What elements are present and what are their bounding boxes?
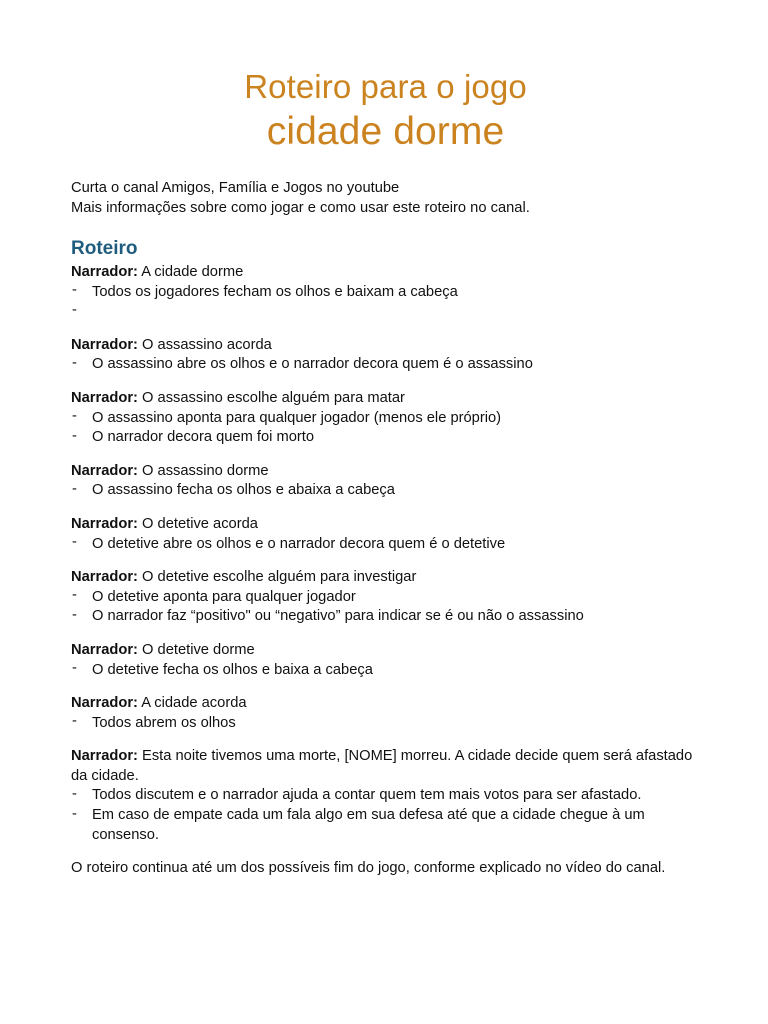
script-group (71, 515, 700, 554)
narrador-text: O detetive acorda (137, 515, 258, 532)
bullet-dash-icon: - (72, 587, 77, 604)
script-group (71, 641, 700, 680)
document-title-line-2: cidade dorme (266, 110, 505, 153)
bullet-text: O narrador faz “positivo" ou “negativo” para indicar se é ou não o assassino (92, 608, 584, 625)
narrador-text: A cidade acorda (137, 695, 247, 712)
bullet-item (71, 283, 700, 303)
narrador-label: Narrador: (71, 462, 138, 479)
bullet-dash-icon: - (72, 354, 77, 371)
script-groups (71, 263, 700, 845)
script-group (71, 336, 700, 375)
narrador-text: O assassino escolhe alguém para matar (137, 389, 405, 406)
narrador-line (71, 462, 700, 482)
bullet-text: Em caso de empate cada um fala algo em sua defesa até que a cidade chegue à um consenso. (92, 807, 645, 843)
intro-line-2: Mais informações sobre como jogar e como usar este roteiro no canal. (71, 199, 530, 216)
script-group (71, 568, 700, 627)
bullet-dash-icon: - (72, 534, 77, 551)
script-group (71, 462, 700, 501)
narrador-label: Narrador: (71, 389, 138, 406)
narrador-line (71, 747, 700, 786)
script-group (71, 747, 700, 845)
section-heading-roteiro: Roteiro (71, 238, 138, 259)
bullet-text: O assassino abre os olhos e o narrador decora quem é o assassino (92, 356, 533, 373)
intro-line-1: Curta o canal Amigos, Família e Jogos no youtube (71, 180, 400, 196)
bullet-text: Todos os jogadores fecham os olhos e baixam a cabeça (92, 283, 458, 300)
bullet-dash-icon: - (72, 427, 77, 444)
closing-paragraph: O roteiro continua até um dos possíveis fim do jogo, conforme explicado no vídeo do canal. (71, 860, 666, 877)
bullet-text: O assassino aponta para qualquer jogador (menos ele próprio) (92, 409, 502, 426)
narrador-text: O assassino acorda (137, 336, 272, 353)
bullet-text: Todos discutem e o narrador ajuda a contar quem tem mais votos para ser afastado. (92, 787, 642, 804)
narrador-label: Narrador: (71, 695, 138, 712)
narrador-line (71, 263, 700, 283)
script-group (71, 694, 700, 733)
bullet-item (71, 714, 700, 734)
document-title-block (71, 0, 700, 156)
bullet-dash-icon: - (72, 408, 77, 425)
bullet-item (71, 535, 700, 555)
bullet-item (71, 428, 700, 448)
narrador-label: Narrador: (71, 515, 138, 532)
narrador-text: O detetive dorme (137, 641, 255, 658)
bullet-text: O detetive fecha os olhos e baixa a cabeça (92, 661, 373, 678)
bullet-text: O detetive aponta para qualquer jogador (92, 588, 356, 605)
narrador-label: Narrador: (71, 641, 138, 658)
script-group (71, 263, 700, 322)
bullet-dash-icon: - (72, 301, 77, 318)
bullet-list (71, 409, 700, 448)
narrador-text: O detetive escolhe alguém para investigar (137, 569, 417, 586)
bullet-text: O assassino fecha os olhos e abaixa a cabeça (92, 482, 395, 499)
bullet-item (71, 302, 700, 322)
bullet-dash-icon: - (72, 606, 77, 623)
script-group (71, 389, 700, 448)
bullet-text: O detetive abre os olhos e o narrador decora quem é o detetive (92, 535, 506, 552)
bullet-item (71, 409, 700, 429)
intro-paragraph (71, 179, 700, 218)
narrador-line (71, 515, 700, 535)
narrador-label: Narrador: (71, 336, 138, 353)
narrador-text: Esta noite tivemos uma morte, [NOME] morreu. A cidade decide quem será afastado da cidade. (71, 748, 693, 784)
bullet-item (71, 786, 700, 806)
bullet-item (71, 607, 700, 627)
bullet-item (71, 355, 700, 375)
bullet-dash-icon: - (72, 805, 77, 822)
bullet-dash-icon: - (72, 660, 77, 676)
narrador-text: A cidade dorme (137, 264, 244, 280)
bullet-list (71, 714, 700, 734)
narrador-line (71, 568, 700, 588)
bullet-list (71, 283, 700, 322)
bullet-item (71, 806, 700, 845)
bullet-text: O narrador decora quem foi morto (92, 429, 315, 446)
narrador-text: O assassino dorme (137, 462, 269, 479)
bullet-dash-icon: - (72, 282, 77, 299)
bullet-list (71, 535, 700, 555)
bullet-dash-icon: - (72, 785, 77, 802)
bullet-list (71, 355, 700, 375)
narrador-line (71, 694, 700, 714)
bullet-item (71, 588, 700, 608)
bullet-item (71, 661, 700, 681)
narrador-label: Narrador: (71, 569, 138, 586)
narrador-line (71, 389, 700, 409)
document-title-line-1: Roteiro para o jogo (244, 68, 527, 105)
bullet-list (71, 661, 700, 681)
bullet-dash-icon: - (72, 480, 77, 497)
bullet-list (71, 786, 700, 845)
bullet-text: Todos abrem os olhos (92, 714, 236, 731)
narrador-line (71, 641, 700, 661)
bullet-dash-icon: - (72, 713, 77, 730)
narrador-line (71, 336, 700, 356)
bullet-list (71, 481, 700, 501)
narrador-label: Narrador: (71, 264, 138, 280)
bullet-item (71, 481, 700, 501)
narrador-label: Narrador: (71, 748, 138, 765)
bullet-list (71, 588, 700, 627)
